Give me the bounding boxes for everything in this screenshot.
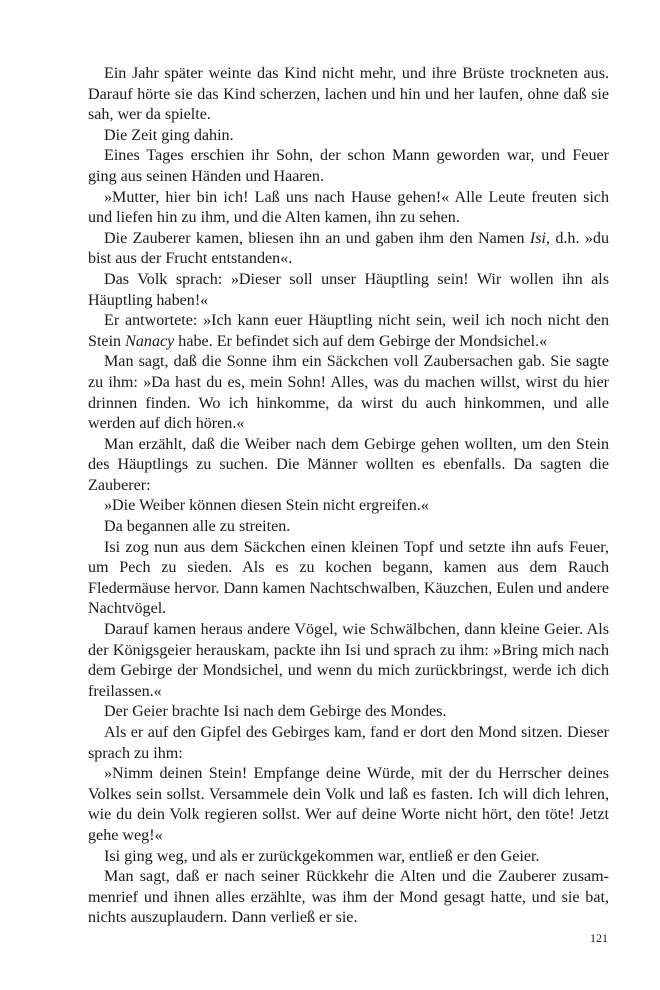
paragraph-14: Der Geier brachte Isi nach dem Gebirge des Mondes. [104,703,447,721]
paragraph-7: Er antwortete: »Ich kann euer Häuptling nicht sein, weil ich noch nicht den Stein Nanacy habe. Er befindet sich auf dem Gebirge der Mondsichel.« [88,312,609,350]
paragraph-10: »Die Weiber können diesen Stein nicht ergreifen.« [104,497,429,515]
paragraph-5: Die Zauberer kamen, bliesen ihn an und gaben ihm den Namen Isi, d.h. »du bist aus der Frucht entstanden«. [88,229,609,268]
paragraph-2: Die Zeit ging dahin. [104,126,234,144]
page-number: 121 [590,931,608,945]
paragraph-8: Man sagt, daß die Sonne ihm ein Säckchen voll Zaubersachen gab. Sie sagte zu ihm: »Da hast du es, mein Sohn! Alles, was du machen willst, wirst du hier drinnen finden. Wo ich hinkomme, da wirst du auch hinkommen, und alle werden auf dich hören.« [88,353,609,433]
paragraph-13: Darauf kamen heraus andere Vögel, wie Schwälbchen, dann kleine Geier. Als der Königsgeier herauskam, packte ihn Isi und sprach zu ihm: »Bring mich nach dem Gebirge der Mondsichel, und wenn du mich zurückbringst, werde ich dich freilassen.« [88,621,609,700]
paragraph-15: Als er auf den Gipfel des Gebirges kam, fand er dort den Mond sitzen. Dieser sprach zu ihm: [88,724,609,762]
paragraph-16: »Nimm deinen Stein! Empfange deine Würde, mit der du Herrscher deines Volkes sein sollst. Versammele dein Volk und laß es fasten. Ich will dich lehren, wie du dein Volk regieren sollst. Wer auf deine Worte nicht hört, den töte! Jetzt gehe weg!« [88,765,609,844]
paragraph-3: Eines Tages erschien ihr Sohn, der schon Mann geworden war, und Feuer ging aus seinen Händen und Haaren. [88,147,609,185]
paragraph-11: Da begannen alle zu streiten. [104,518,291,536]
paragraph-6: Das Volk sprach: »Dieser soll unser Häuptling sein! Wir wollen ihn als Häuptling haben!« [88,270,609,309]
paragraph-9: Man erzählt, daß die Weiber nach dem Gebirge gehen wollten, um den Stein des Häuptlings zu suchen. Die Männer wollten es ebenfalls. Da sagten die Zauberer: [88,435,609,494]
paragraph-12: Isi zog nun aus dem Säckchen einen kleinen Topf und setzte ihn aufs Feuer, um Pech zu sieden. Als es zu kochen begann, kamen aus dem Rauch Fledermäuse hervor. Dann kamen Nachtschwalben, Käuzchen, Eulen und andere Nachtvögel. [88,538,609,618]
paragraph-17: Isi ging weg, und als er zurückgekommen war, entließ er den Geier. [104,847,540,865]
paragraph-4: »Mutter, hier bin ich! Laß uns nach Hause gehen!« Alle Leute freuten sich und liefen hin zu ihm, und die Alten kamen, ihn zu sehen. [88,188,609,227]
paragraph-1: Ein Jahr später weinte das Kind nicht mehr, und ihre Brüste trockneten aus. Darauf hörte sie das Kind scherzen, lachen und hin und her laufen, ohne daß sie sah, wer da spielte. [88,65,609,124]
page-body [88,64,609,929]
paragraph-18: Man sagt, daß er nach seiner Rückkehr die Alten und die Zauberer zusammenrief und ihnen alles erzählte, was ihm der Mond gesagt hatte, und sie bat, nichts auszuplaudern. Dann verließ er sie. [88,868,609,927]
